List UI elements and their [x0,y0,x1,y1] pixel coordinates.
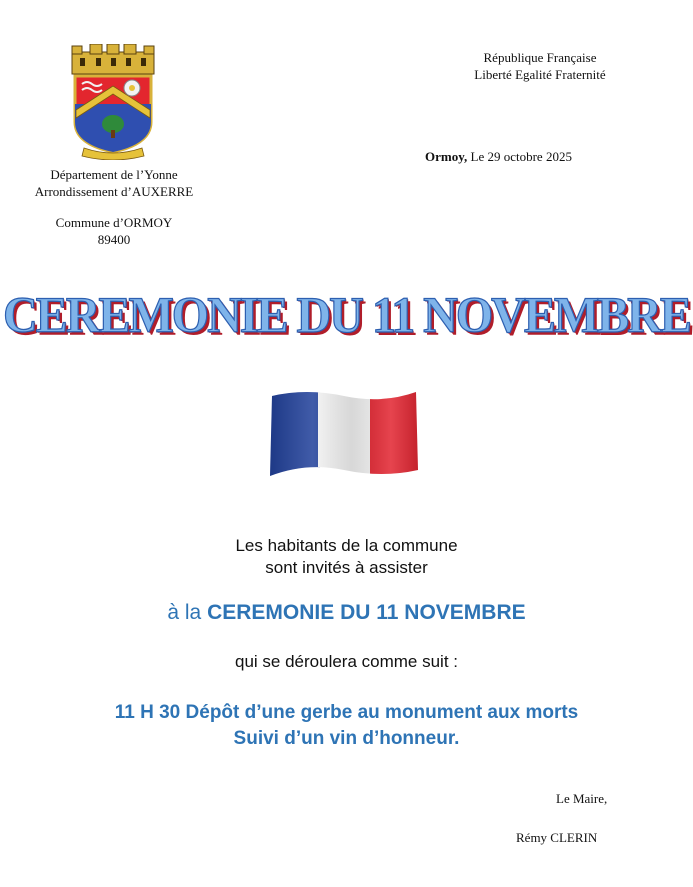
invitation-line-2: sont invités à assister [265,558,428,577]
date-text: Le 29 octobre 2025 [467,149,572,164]
invitation-line-1: Les habitants de la commune [235,536,458,555]
date-line [425,149,572,165]
commune-block [24,214,204,248]
ceremony-line [0,601,693,625]
ceremony-prefix: à la [167,601,208,624]
commune-name: Commune d’ORMOY [55,215,173,230]
republic-name: République Française [483,50,597,65]
french-flag-icon [266,390,422,480]
ormoy-coat-of-arms-icon [66,44,160,160]
invitation-text [0,535,693,579]
program [0,700,693,752]
arrondissement-name: Arrondissement d’AUXERRE [34,184,194,199]
signature-name: Rémy CLERIN [516,830,598,845]
postal-code: 89400 [97,232,131,247]
ceremony-name: CEREMONIE DU 11 NOVEMBRE [207,601,526,624]
signature-role: Le Maire, [556,791,608,806]
program-line-2: Suivi d’un vin d’honneur. [233,728,460,749]
republic-block [440,49,640,83]
department-name: Département de l’Yonne [50,167,178,182]
republic-motto: Liberté Egalité Fraternité [474,67,606,82]
department-block [24,166,204,200]
program-line-1: 11 H 30 Dépôt d’une gerbe au monument aux morts [114,702,579,723]
page-title: CEREMONIE DU 11 NOVEMBRE [3,287,690,344]
schedule-intro: qui se déroulera comme suit : [235,652,458,671]
date-place: Ormoy, [425,149,468,164]
